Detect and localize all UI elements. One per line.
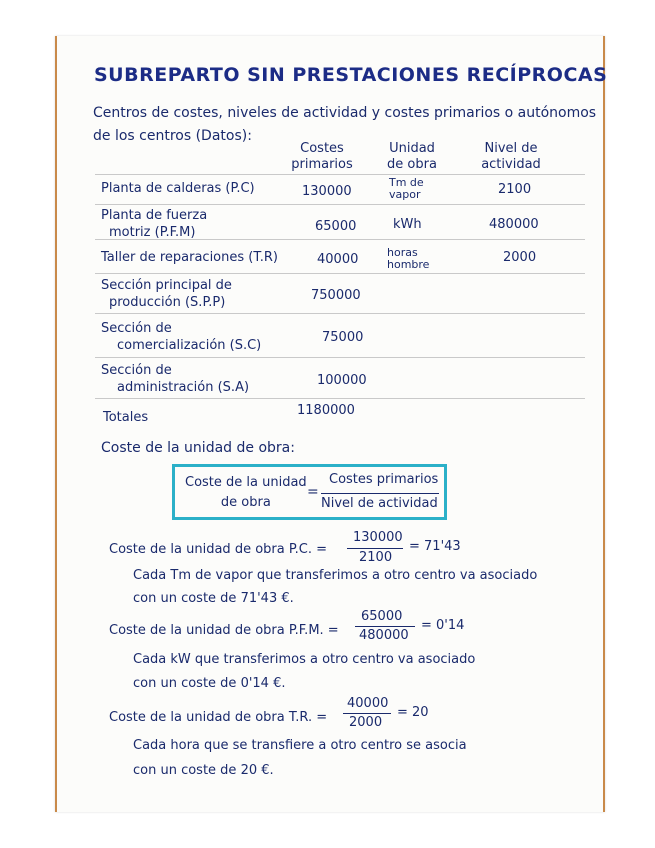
notebook-page [55,36,608,812]
unit-text: hombre [387,258,430,271]
calc-label: Coste de la unidad de obra T.R. = [109,710,328,725]
header-text: Costes [300,141,344,156]
row-divider [95,273,585,274]
formula-left [185,473,307,513]
totals-value: 1180000 [297,403,355,418]
formula-denominator: Nivel de actividad [321,496,438,511]
row-unidad [387,247,429,271]
formula-left-text: Coste de la unidad [185,475,307,490]
row-costes: 750000 [311,288,361,303]
row-divider [95,398,585,399]
unit-cost-heading: Coste de la unidad de obra: [101,440,295,456]
calc-result: = 0'14 [421,618,465,633]
row-costes: 40000 [317,252,359,267]
calc-note: Cada Tm de vapor que transferimos a otro centro va asociado [133,568,538,583]
label-text: comercialización (S.C) [117,338,262,353]
intro-line-2: de los centros (Datos): [93,128,252,144]
header-text: primarios [291,157,353,172]
calc-denominator: 2000 [349,715,383,730]
calc-result: = 20 [397,705,429,720]
calc-note: con un coste de 20 €. [133,763,274,778]
row-divider [95,204,585,205]
row-label: Planta de calderas (P.C) [101,181,255,196]
row-unidad [389,177,424,201]
row-nivel: 2100 [498,182,532,197]
unit-text: horas [387,246,418,259]
label-text: Sección de [101,363,172,378]
calc-note: con un coste de 71'43 €. [133,591,294,606]
header-text: Nivel de [484,141,538,156]
row-label: Taller de reparaciones (T.R) [101,250,278,265]
calc-note: Cada kW que transferimos a otro centro va asociado [133,652,476,667]
row-costes: 65000 [315,219,357,234]
calc-denominator: 2100 [359,550,393,565]
calc-label: Coste de la unidad de obra P.F.M. = [109,623,339,638]
intro-line-1: Centros de costes, niveles de actividad y costes primarios o autónomos [93,105,597,121]
header-costes-primarios [287,141,357,173]
formula-left-text: de obra [220,495,271,510]
calc-denominator: 480000 [359,628,409,643]
label-text: Sección principal de [101,278,232,293]
row-nivel: 480000 [489,217,539,232]
row-costes: 75000 [322,330,364,345]
page-title: SUBREPARTO SIN PRESTACIONES RECÍPROCAS [94,64,608,86]
calc-label: Coste de la unidad de obra P.C. = [109,542,328,557]
calc-numerator: 65000 [361,609,403,624]
calc-fraction-bar [343,713,391,714]
label-text: motriz (P.F.M) [109,225,196,240]
calc-numerator: 40000 [347,696,389,711]
formula-equals: = [307,484,319,500]
header-text: Unidad [389,141,435,156]
row-costes: 100000 [317,373,367,388]
row-unidad: kWh [393,217,422,232]
calc-result: = 71'43 [409,539,461,554]
row-divider [95,174,585,175]
calc-numerator: 130000 [353,530,403,545]
row-label [101,320,261,354]
row-label [101,207,207,241]
calc-note: Cada hora que se transfiere a otro centro se asocia [133,738,467,753]
calc-fraction-bar [355,626,415,627]
row-label [101,277,232,311]
formula-fraction-bar [321,493,439,494]
header-text: actividad [481,157,541,172]
totals-label: Totales [103,410,149,425]
calc-fraction-bar [347,548,403,549]
row-divider [95,313,585,314]
label-text: producción (S.P.P) [109,295,226,310]
unit-text: vapor [389,188,421,201]
row-divider [95,357,585,358]
label-text: Planta de fuerza [101,208,208,223]
header-nivel-actividad [471,141,551,173]
row-costes: 130000 [302,184,352,199]
header-unidad-de-obra [377,141,447,173]
row-nivel: 2000 [503,250,537,265]
row-label [101,362,249,396]
label-text: administración (S.A) [117,380,250,395]
unit-text: Tm de [389,176,424,189]
calc-note: con un coste de 0'14 €. [133,676,286,691]
formula-numerator: Costes primarios [329,472,439,487]
label-text: Sección de [101,321,172,336]
header-text: de obra [387,157,437,172]
